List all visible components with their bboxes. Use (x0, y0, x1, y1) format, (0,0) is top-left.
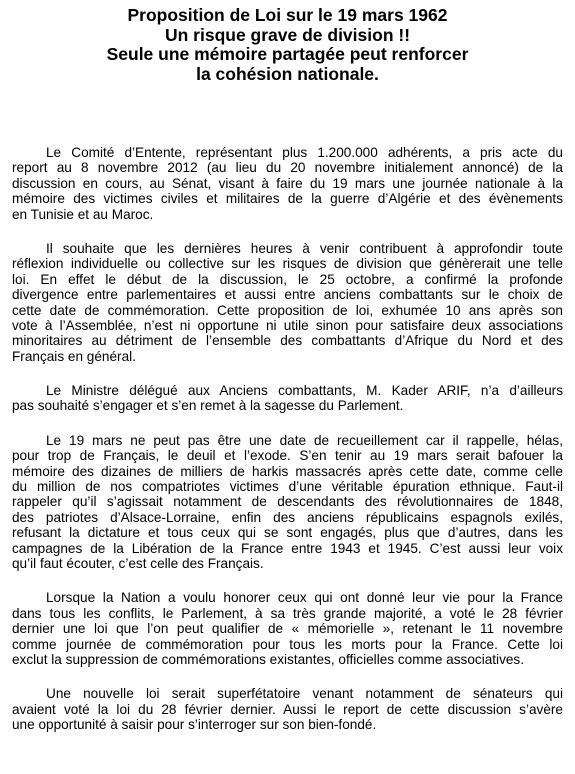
text-line: Français en général. (12, 348, 136, 364)
title-line: Un risque grave de division !! (164, 24, 411, 45)
text-line: Le 19 mars ne peut pas être une date de recueillement car il rappelle, hélas, (46, 432, 563, 448)
paragraph-ministre (12, 383, 563, 414)
text-line: en Tunisie et au Maroc. (12, 206, 154, 222)
text-line: Le Comité d’Entente, représentant plus 1.200.000 adhérents, a pris acte du (46, 145, 563, 160)
paragraph-risques-division (12, 241, 563, 364)
text-line: du million de nos compatriotes victimes d’une véritable épuration ethnique. Faut-il (12, 479, 563, 495)
document-body (12, 145, 563, 752)
document-title (0, 6, 575, 84)
text-line: avaient voté la loi du 28 février dernier. Aussi le report de cette discussion s’avère (12, 701, 563, 717)
text-line: rappeler qu’il s’agissait notamment de descendants des révolutionnaires de 1848, (12, 494, 563, 510)
text-line: minoritaires au détriment de l’ensemble des combattants d’Afrique du Nord et des (12, 333, 563, 349)
text-line: dernier une loi que l’on peut qualifier de « mémorielle », retenant le 11 novembre (12, 621, 563, 637)
text-line: refusant la dictature et tous ceux qui se sont engagés, plus que d’autres, dans les (12, 525, 563, 541)
text-line: loi. En effet le début de la discussion, le 25 octobre, a confirmé la profonde (12, 271, 563, 287)
text-line: une opportunité à saisir pour s’interroger sur son bien-fondé. (12, 717, 377, 733)
text-line: Le Ministre délégué aux Anciens combattants, M. Kader ARIF, n’a d’ailleurs (46, 383, 563, 399)
text-line: divergence entre parlementaires et aussi entre anciens combattants sur le choix de (12, 287, 563, 303)
paragraph-19-mars (12, 433, 563, 572)
paragraph-nouvelle-loi (12, 686, 563, 732)
text-line: report au 8 novembre 2012 (au lieu du 20 novembre initialement annoncé) de la (12, 160, 563, 176)
title-line: Proposition de Loi sur le 19 mars 1962 (127, 5, 448, 25)
text-line: vote à l’Assemblée, n’est ni opportune ni utile sinon pour satisfaire deux associations (12, 317, 563, 333)
text-line: mémoire des victimes civiles et militaires de la guerre d’Algérie et des évènements (12, 191, 563, 207)
title-line: Seule une mémoire partagée peut renforcer (106, 44, 469, 64)
text-line: des patriotes d’Alsace-Lorraine, enfin des anciens républicains espagnols exilés, (12, 509, 563, 525)
text-line: exclut la suppression de commémorations existantes, officielles comme associatives. (12, 651, 525, 667)
text-line: comme journée de commémoration pour tous les morts pour la France. Cette loi (12, 636, 563, 652)
text-line: cette date de commémoration. Cette proposition de loi, exhumée 10 ans après son (12, 302, 563, 318)
text-line: Lorsque la Nation a voulu honorer ceux qui ont donné leur vie pour la France (46, 590, 563, 606)
text-line: discussion en cours, au Sénat, visant à faire du 19 mars une journée nationale à la (12, 175, 563, 191)
text-line: Une nouvelle loi serait superfétatoire venant notamment de sénateurs qui (46, 686, 563, 702)
text-line: pour trop de Français, le deuil et l’exode. S’en tenir au 19 mars serait bafouer la (12, 448, 563, 464)
text-line: dans tous les conflits, le Parlement, à sa très grande majorité, a voté le 28 février (12, 605, 563, 621)
text-line: Il souhaite que les dernières heures à venir contribuent à approfondir toute (46, 240, 563, 256)
paragraph-nation (12, 590, 563, 667)
text-line: pas souhaité s’engager et s’en remet à la sagesse du Parlement. (12, 398, 404, 414)
text-line: réflexion individuelle ou collective sur les risques de division que génèrerait une telle (12, 256, 563, 272)
title-line: la cohésion nationale. (196, 63, 379, 84)
paragraph-comite-entente (12, 145, 563, 222)
text-line: qu’il faut écouter, c’est celle des Français. (12, 555, 264, 571)
text-line: campagnes de la Libération de la France entre 1943 et 1945. C’est aussi leur voix (12, 540, 563, 556)
text-line: mémoire des dizaines de milliers de harkis massacrés après cette date, comme celle (12, 463, 563, 479)
